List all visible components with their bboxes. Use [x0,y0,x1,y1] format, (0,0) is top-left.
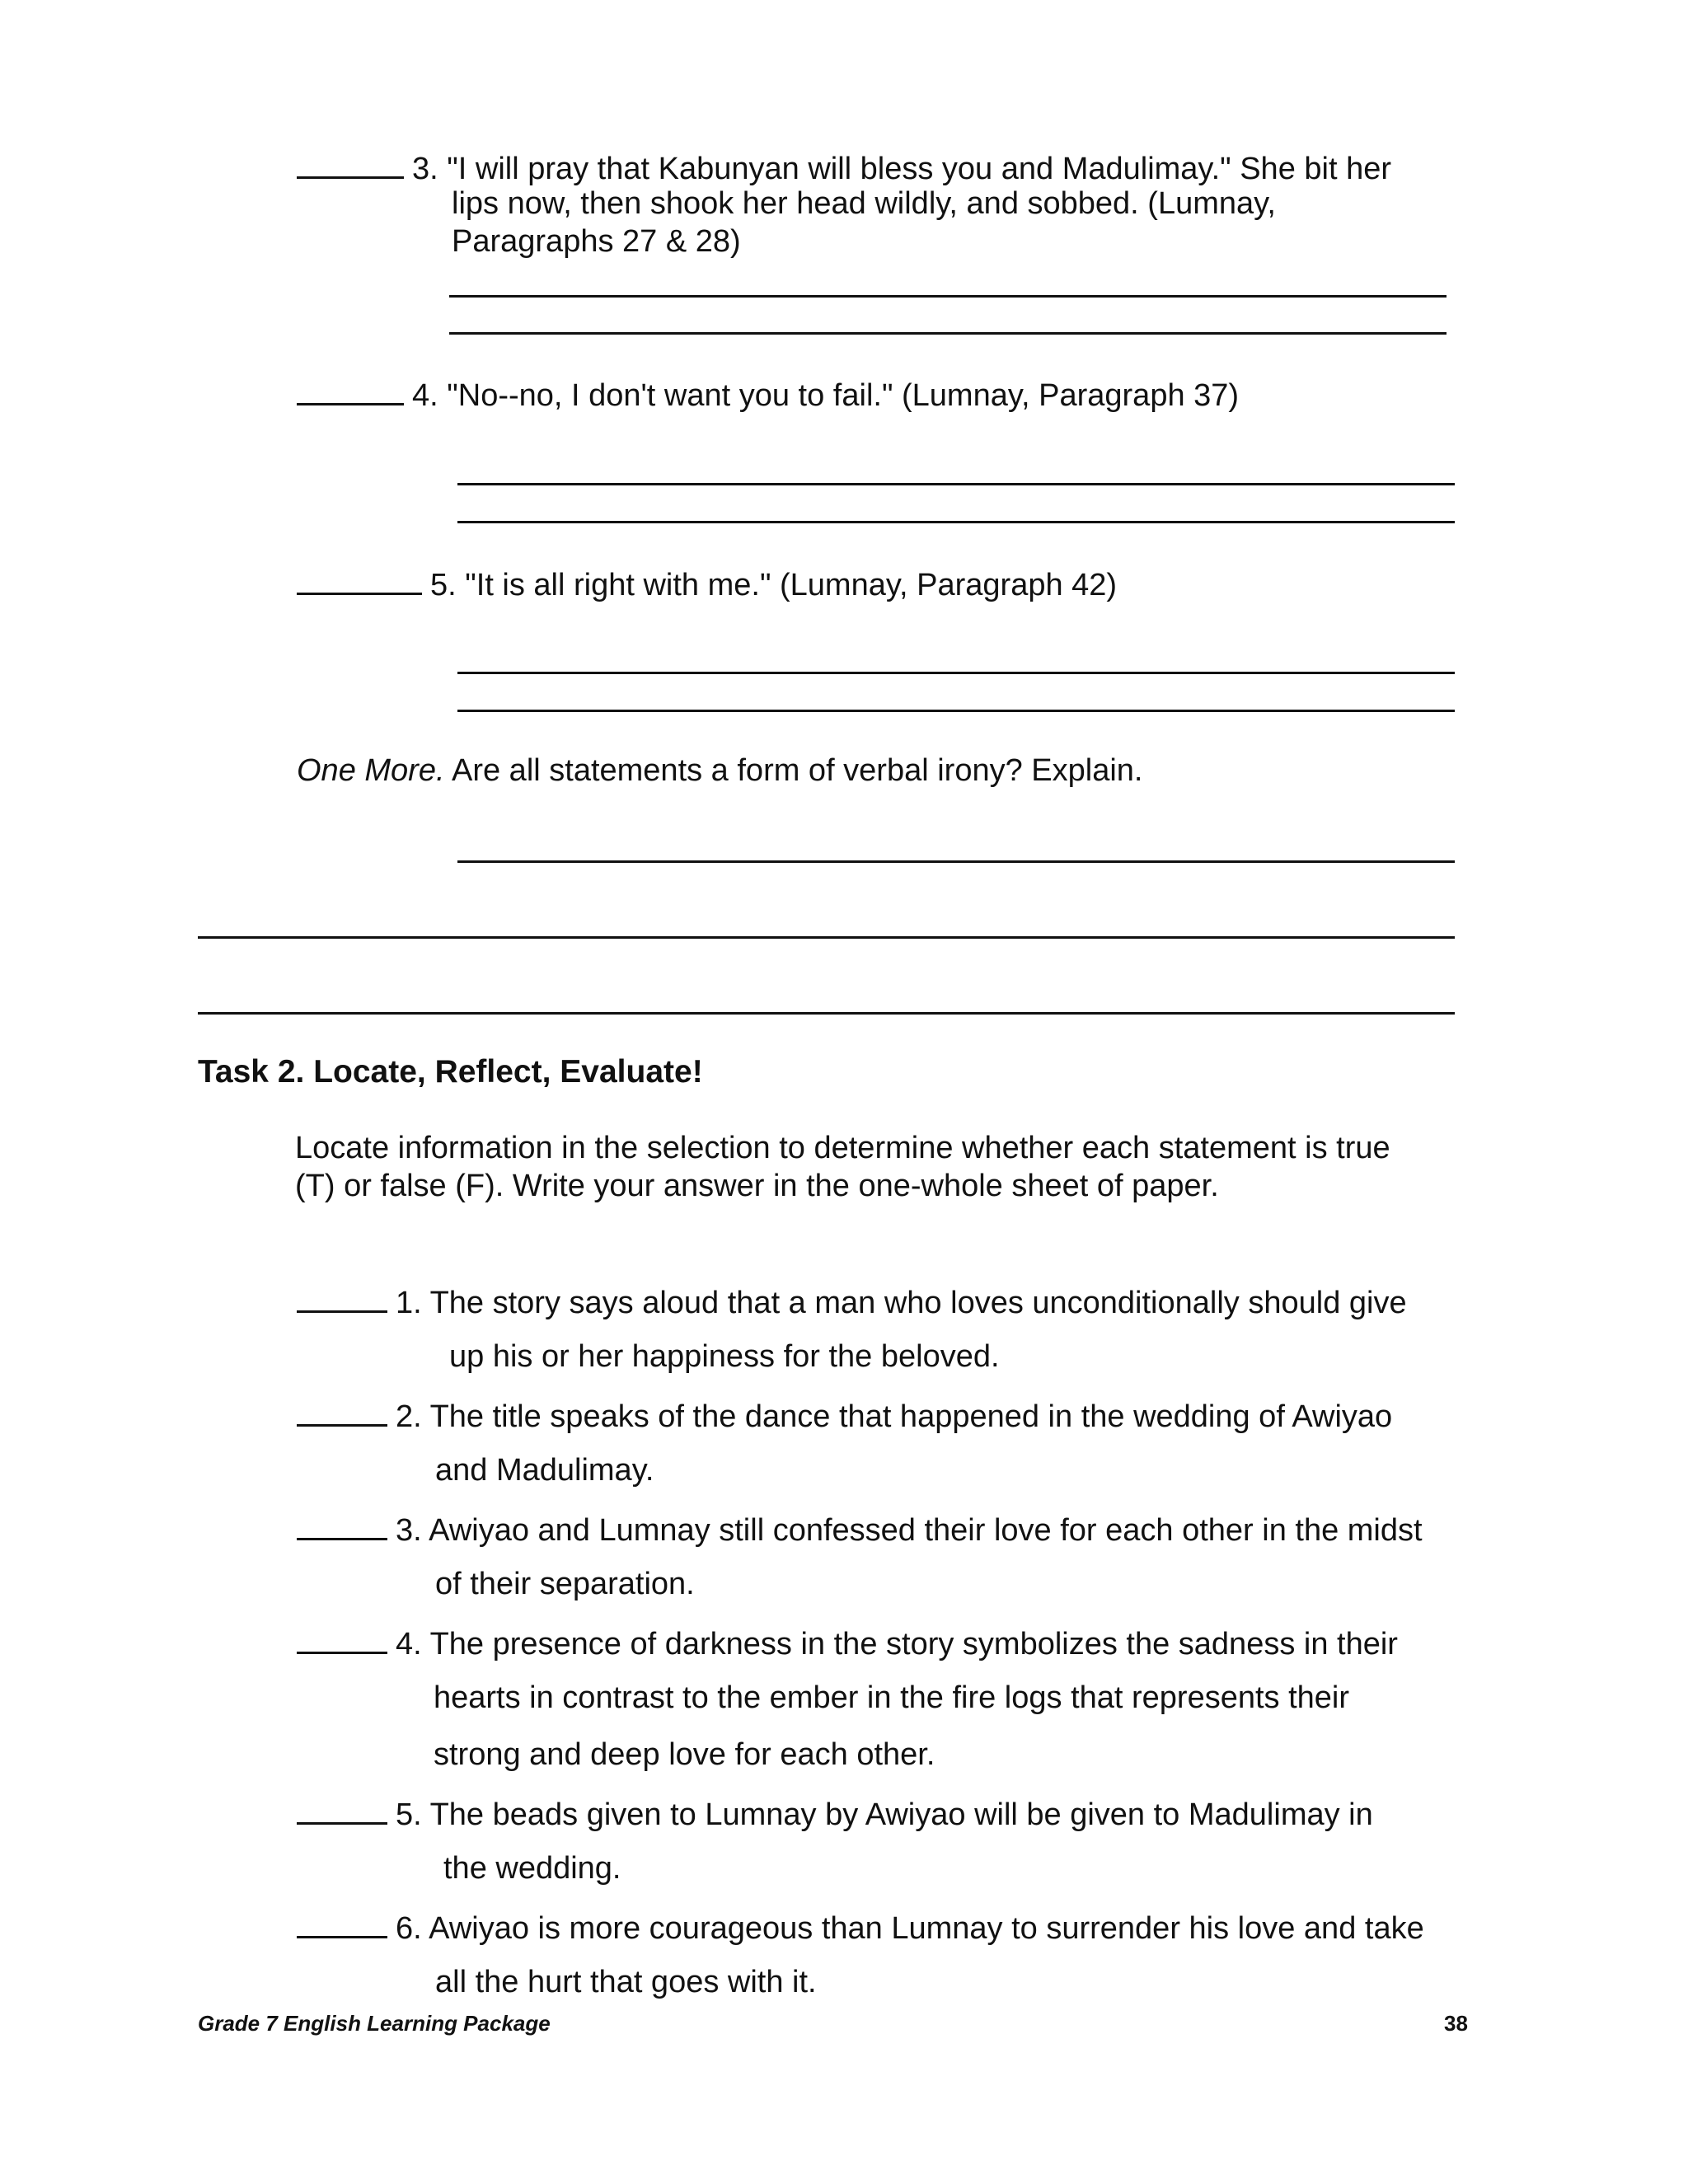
footer-title: Grade 7 English Learning Package [198,2011,551,2036]
page-number: 38 [1444,2011,1468,2036]
item-text: The beads given to Lumnay by Awiyao will be given to Madulimay in [429,1797,1373,1832]
item-text: "I will pray that Kabunyan will bless you and Madulimay." She bit her [447,152,1391,186]
item-number: 2. [396,1399,422,1434]
item-number: 3. [412,152,438,186]
one-more-text: Are all statements a form of verbal irony? Explain. [444,753,1143,788]
item-number: 5. [396,1797,422,1832]
item-continuation: up his or her happiness for the beloved. [449,1339,1000,1374]
answer-blank-task2-6[interactable] [297,1906,387,1938]
task2-item-6 [297,1906,1424,1947]
item-text: "No--no, I don't want you to fail." (Lumnay, Paragraph 37) [447,378,1240,413]
item-4-line [297,373,1239,415]
writing-line[interactable] [457,710,1455,712]
writing-line[interactable] [457,860,1455,863]
item-text: The presence of darkness in the story symbolizes the sadness in their [429,1627,1398,1661]
item-number: 4. [412,378,438,413]
task2-instructions-line: (T) or false (F). Write your answer in the one-whole sheet of paper. [295,1169,1219,1203]
writing-line[interactable] [457,672,1455,674]
item-continuation: and Madulimay. [435,1453,654,1488]
answer-blank-item-4[interactable] [297,373,404,405]
one-more-question [297,752,1142,790]
item-text: Awiyao is more courageous than Lumnay to surrender his love and take [429,1911,1424,1946]
writing-line[interactable] [457,521,1455,523]
writing-line[interactable] [198,1012,1455,1015]
answer-blank-task2-4[interactable] [297,1622,387,1654]
item-text: "It is all right with me." (Lumnay, Paragraph 42) [465,568,1118,602]
task2-item-1 [297,1281,1407,1322]
task2-item-3 [297,1508,1423,1549]
item-continuation: strong and deep love for each other. [434,1737,935,1772]
task2-instructions-line: Locate information in the selection to determine whether each statement is true [295,1131,1390,1165]
item-text: Awiyao and Lumnay still confessed their love for each other in the midst [429,1513,1423,1548]
item-text-line: lips now, then shook her head wildly, and sobbed. (Lumnay, [452,186,1276,221]
item-number: 6. [396,1911,422,1946]
item-number: 5. [430,568,457,602]
item-text: The story says aloud that a man who loves unconditionally should give [429,1286,1407,1320]
task2-item-2 [297,1394,1392,1436]
writing-line[interactable] [449,295,1447,298]
item-text: The title speaks of the dance that happened in the wedding of Awiyao [429,1399,1393,1434]
item-3-first-line [297,147,1391,188]
item-continuation: hearts in contrast to the ember in the fire logs that represents their [434,1680,1350,1715]
answer-blank-task2-1[interactable] [297,1281,387,1313]
item-text-line: Paragraphs 27 & 28) [452,224,741,259]
task2-item-5 [297,1793,1373,1834]
item-number: 4. [396,1627,422,1661]
writing-line[interactable] [449,332,1447,335]
one-more-label: One More. [297,753,445,788]
answer-blank-task2-2[interactable] [297,1394,387,1427]
writing-line[interactable] [457,483,1455,485]
item-continuation: of their separation. [435,1567,695,1601]
answer-blank-item-5[interactable] [297,563,422,595]
item-continuation: the wedding. [443,1851,621,1886]
answer-blank-item-3[interactable] [297,147,404,179]
item-5-line [297,563,1117,604]
answer-blank-task2-5[interactable] [297,1793,387,1825]
writing-line[interactable] [198,936,1455,939]
answer-blank-task2-3[interactable] [297,1508,387,1540]
item-continuation: all the hurt that goes with it. [435,1965,817,1999]
task2-heading: Task 2. Locate, Reflect, Evaluate! [198,1054,703,1090]
item-number: 3. [396,1513,422,1548]
task2-item-4 [297,1622,1398,1663]
item-number: 1. [396,1286,422,1320]
